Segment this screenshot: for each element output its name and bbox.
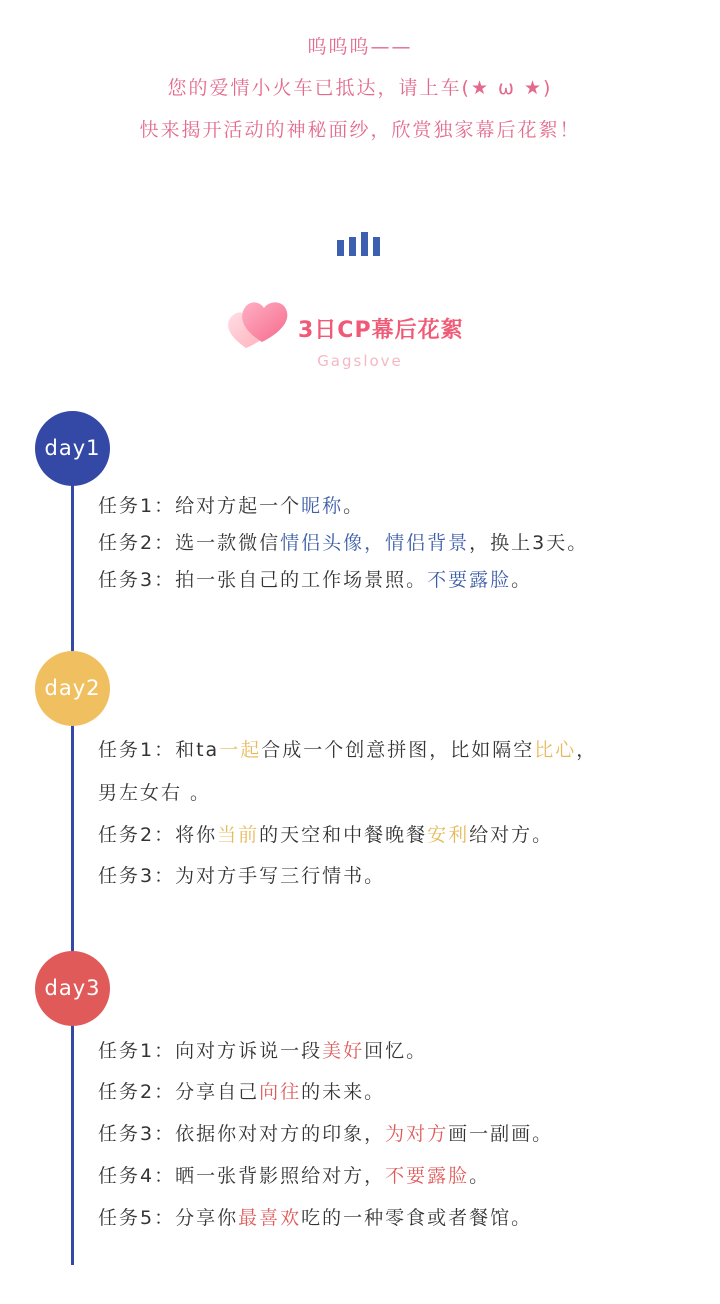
- day3-task-5: 任务5：分享你最喜欢吃的一种零食或者餐馆。: [98, 1207, 533, 1229]
- day3-badge: day3: [35, 951, 110, 1026]
- intro-line-3: 快来揭开活动的神秘面纱，欣赏独家幕后花絮！: [139, 119, 581, 141]
- day2-task-2: 任务2：将你当前的天空和中餐晚餐安利给对方。: [98, 824, 554, 846]
- day1-task-2: 任务2：选一款微信情侣头像，情侣背景，换上3天。: [98, 532, 589, 554]
- highlight: 一起: [219, 739, 262, 761]
- day2-badge: day2: [35, 651, 110, 726]
- highlight: 昵称: [301, 495, 344, 517]
- highlight: 不要露脸: [427, 569, 512, 591]
- highlight: 为对方: [385, 1123, 449, 1145]
- timeline-line: [71, 448, 74, 1265]
- highlight: 不要露脸: [385, 1165, 470, 1187]
- highlight: 比心: [534, 739, 577, 761]
- highlight: 美好: [322, 1040, 365, 1062]
- highlight: 安利: [427, 824, 470, 846]
- day1-task-3: 任务3：拍一张自己的工作场景照。不要露脸。: [98, 569, 533, 591]
- highlight: 最喜欢: [238, 1207, 302, 1229]
- intro-line-2: 您的爱情小火车已抵达，请上车(★ ω ★): [167, 77, 553, 99]
- day2-task-1-cont: 男左女右 。: [98, 782, 212, 804]
- highlight: 当前: [217, 824, 260, 846]
- highlight: 向往: [259, 1081, 302, 1103]
- section-title: 3日CP幕后花絮: [298, 318, 464, 343]
- day3-task-2: 任务2：分享自己向往的未来。: [98, 1081, 386, 1103]
- day1-badge: day1: [35, 411, 110, 486]
- section-subtitle: Gagslove: [317, 352, 403, 370]
- day1-task-1: 任务1：给对方起一个昵称。: [98, 495, 365, 517]
- day2-task-1: 任务1：和ta一起合成一个创意拼图，比如隔空比心，: [98, 739, 598, 761]
- day3-task-4: 任务4：晒一张背影照给对方，不要露脸。: [98, 1165, 491, 1187]
- day2-task-3: 任务3：为对方手写三行情书。: [98, 865, 386, 887]
- day3-task-1: 任务1：向对方诉说一段美好回忆。: [98, 1040, 428, 1062]
- bar-chart-icon: [337, 232, 383, 256]
- day3-task-3: 任务3：依据你对对方的印象，为对方画一副画。: [98, 1123, 554, 1145]
- highlight: 情侣头像，情侣背景: [280, 532, 470, 554]
- intro-line-1: 呜呜呜——: [307, 36, 413, 58]
